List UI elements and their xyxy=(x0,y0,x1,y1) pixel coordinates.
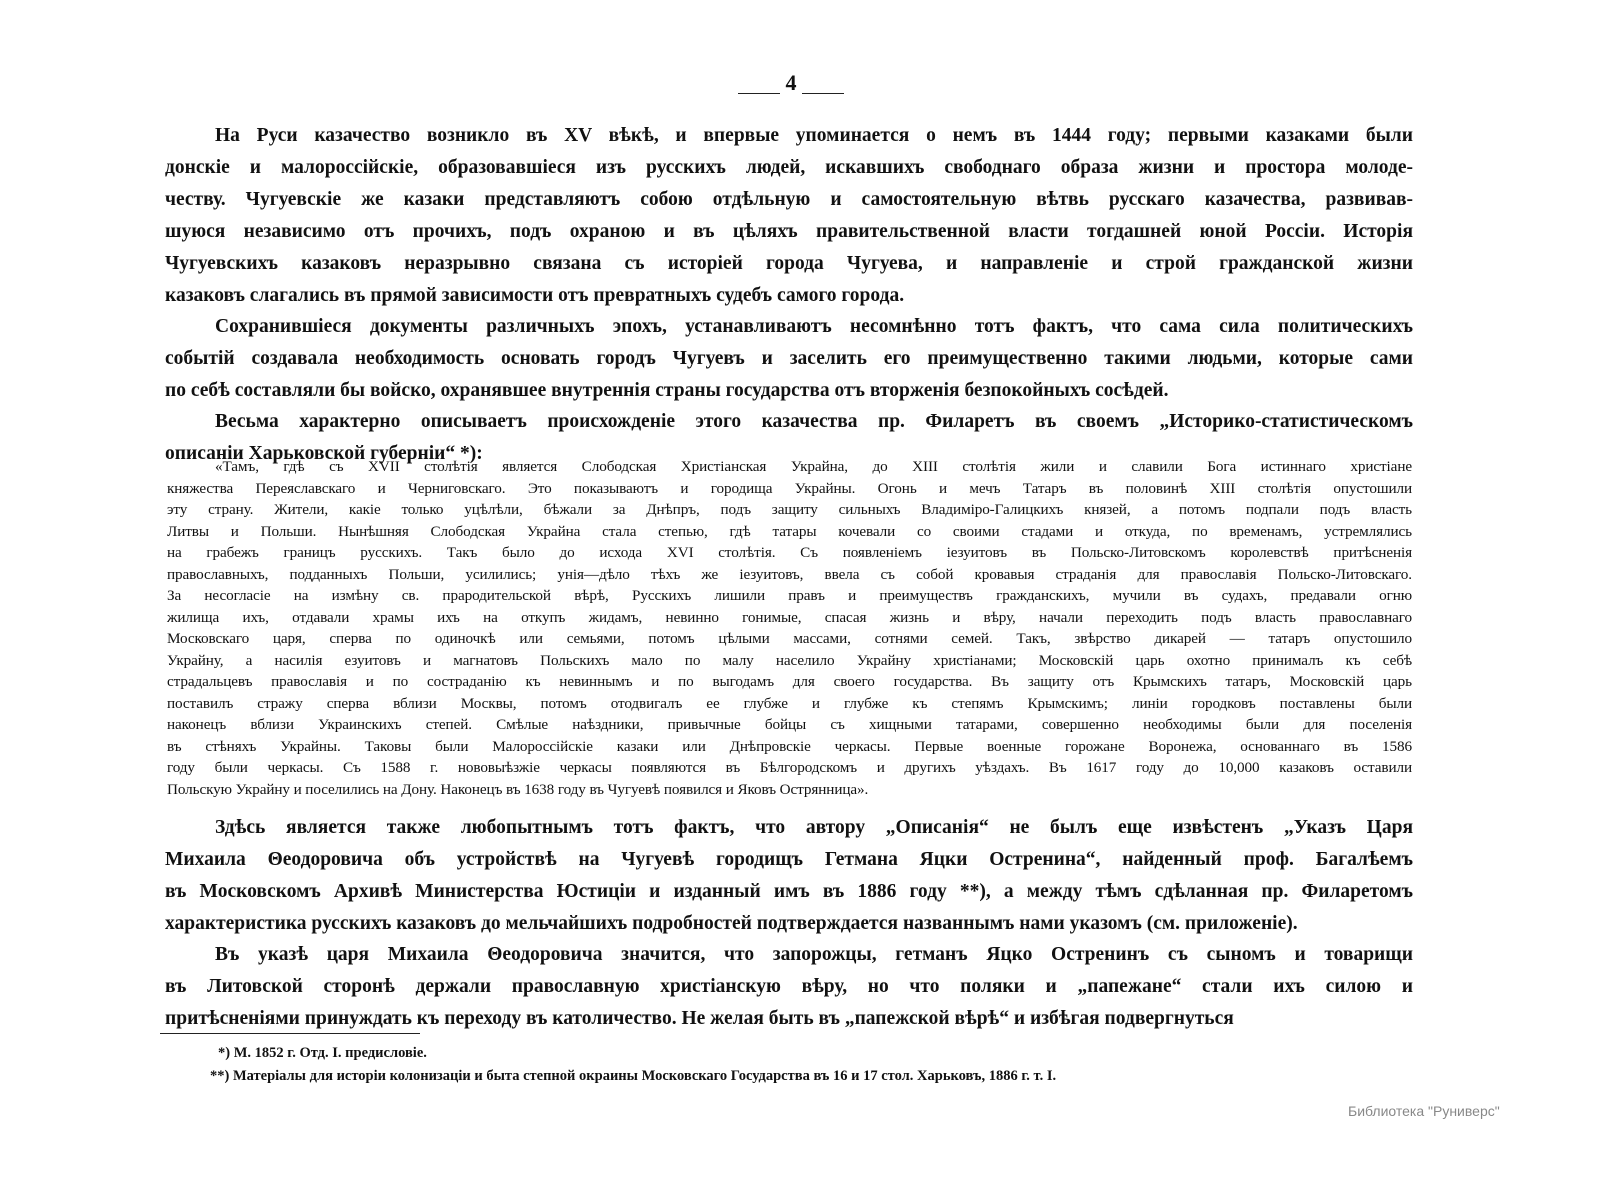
text-line: Весьма характерно описываетъ происхожденіе этого казачества пр. Филаретъ въ своемъ „Историко-статистическомъ xyxy=(215,411,1413,432)
footnote-divider xyxy=(160,1033,420,1034)
text-line: Сохранившіеся документы различныхъ эпохъ, устанавливаютъ несомнѣнно тотъ фактъ, что сама сила политическихъ xyxy=(215,316,1413,337)
quote-line: православныхъ, подданныхъ Польши, усилились; унія—дѣло тѣхъ же іезуитовъ, ввела съ собой кровавыя страданія для православія Польско-Литовскаго. xyxy=(167,565,1412,583)
text-line: въ Литовской сторонѣ держали православную христіанскую вѣру, но что поляки и „папежане“ стали ихъ силою и xyxy=(165,976,1413,997)
page-number: 4 xyxy=(738,70,844,96)
quote-line: въ стѣняхъ Украйны. Таковы были Малороссійскіе казаки или Днѣпровскіе черкасы. Первые военные горожане Воронежа, основаннаго въ 1586 xyxy=(167,737,1412,755)
text-line: шуюся независимо отъ прочихъ, подъ охраною и въ цѣляхъ правительственной власти тогдашней юной Россіи. Исторія xyxy=(165,221,1413,242)
quote-line: наконецъ вблизи Украинскихъ степей. Смѣлые наѣздники, привычные бойцы съ хищными татарами, совершенно необходимы были для поселенія xyxy=(167,716,1412,733)
main-text-bottom xyxy=(165,812,1413,1035)
text-line: казаковъ слагались въ прямой зависимости отъ превратныхъ судебъ самого города. xyxy=(165,285,905,306)
quote-line: княжества Переяславскаго и Черниговскаго. Это показываютъ и городища Украйны. Огонь и мечъ Татаръ въ половинѣ XIII столѣтія опустошили xyxy=(167,479,1412,497)
quote-line: на грабежъ границъ русскихъ. Такъ было до исхода XVI столѣтія. Съ появленіемъ іезуитовъ въ Польско-Литовскомъ королевствѣ притѣсненія xyxy=(167,544,1412,561)
footnote-1: *) М. 1852 г. Отд. I. предисловіе. xyxy=(218,1045,427,1061)
text-line: въ Московскомъ Архивѣ Министерства Юстиціи и изданный имъ въ 1886 году **), а между тѣмъ сдѣланная пр. Филаретомъ xyxy=(165,881,1413,902)
quote-line: Литвы и Польши. Нынѣшняя Слободская Украйна стала степью, гдѣ татары кочевали со своими стадами и откуда, по временамъ, устремлялись xyxy=(167,522,1412,540)
paragraph xyxy=(165,311,1413,407)
text-line: честву. Чугуевскіе же казаки представляютъ собою отдѣльную и самостоятельную вѣтвь русскаго казачества, развивав- xyxy=(165,189,1413,210)
quote-line: жилища ихъ, отдавали храмы ихъ на откупъ жидамъ, невинно гонимые, спасая жизнь и вѣру, начали переходить подъ власть православнаго xyxy=(167,608,1412,626)
quote-line: Украйну, а насилія езуитовъ и магнатовъ Польскихъ мало по малу населило Украйну христіанами; Московскій царь охотно принималъ къ себѣ xyxy=(167,651,1412,669)
text-line: На Руси казачество возникло въ XV вѣкѣ, и впервые упоминается о немъ въ 1444 году; первыми казаками были xyxy=(215,125,1413,146)
text-line: описаніи Харьковской губерніи“ *): xyxy=(165,443,483,464)
quote-line: Московскаго царя, сперва по одиночкѣ или семьями, потомъ цѣлыми массами, сотнями семей. Такъ, звѣрство дикарей — татаръ опустошило xyxy=(167,630,1412,647)
quote-line: эту страну. Жители, какіе только уцѣлѣли, бѣжали за Днѣпръ, подъ защиту сильныхъ Владиміро-Галицкихъ князей, а потомъ подпали подъ власть xyxy=(167,501,1412,518)
text-line: притѣсненіями принуждать къ переходу въ католичество. Не желая быть въ „папежской вѣрѣ“ и избѣгая подвергнуться xyxy=(165,1008,1234,1029)
text-line: Чугуевскихъ казаковъ неразрывно связана съ исторіей города Чугуева, и направленіе и строй гражданской жизни xyxy=(165,253,1413,274)
paragraph xyxy=(165,939,1413,1035)
library-watermark: Библиотека "Руниверс" xyxy=(1348,1103,1500,1119)
quotation-block xyxy=(167,456,1412,800)
quote-line: страдальцевъ православія и по состраданію къ невиннымъ и по выгодамъ для своего государства. Въ защиту отъ Крымскихъ татаръ, Московскій царь xyxy=(167,673,1412,690)
text-line: событій создавала необходимость основать городъ Чугуевъ и заселить его преимущественно такими людьми, которые сами xyxy=(165,348,1413,369)
text-line: по себѣ составляли бы войско, охранявшее внутреннія страны государства отъ вторженія безпокойныхъ сосѣдей. xyxy=(165,380,1169,401)
paragraph xyxy=(165,120,1413,312)
quote-line: поставилъ стражу сперва вблизи Москвы, потомъ отодвигалъ ее глубже и глубже къ степямъ Крымскимъ; линіи городковъ поставлены были xyxy=(167,694,1412,712)
paragraph xyxy=(165,812,1413,940)
footnote-2: **) Матеріалы для исторіи колонизаціи и быта степной окраины Московскаго Государства въ 16 и 17 стол. Харьковъ, 1886 г. т. I. xyxy=(210,1068,1057,1084)
quote-line: году были черкасы. Съ 1588 г. нововыѣзжіе черкасы появляются въ Бѣлгородскомъ и другихъ уѣздахъ. Въ 1617 году до 10,000 казаковъ оставили xyxy=(167,759,1412,776)
text-line: характеристика русскихъ казаковъ до мельчайшихъ подробностей подтверждается названнымъ нами указомъ (см. приложеніе). xyxy=(165,913,1298,934)
quote-line: «Тамъ, гдѣ съ XVII столѣтія является Слободская Христіанская Украйна, до XIII столѣтія жили и славили Бога истиннаго христіане xyxy=(215,458,1412,475)
text-line: Михаила Θеодоровича объ устройствѣ на Чугуевѣ городищъ Гетмана Яцки Остренина“, найденный проф. Багалѣемъ xyxy=(165,849,1413,870)
text-line: Въ указѣ царя Михаила Θеодоровича значится, что запорожцы, гетманъ Яцко Остренинъ съ сыномъ и товарищи xyxy=(215,944,1413,965)
quote-line: За несогласіе на измѣну св. прародительской вѣрѣ, Русскихъ лишили правъ и преимуществъ гражданскихъ, мучили въ судахъ, предавали огню xyxy=(167,587,1412,604)
text-line: донскіе и малороссійскіе, образовавшіеся изъ русскихъ людей, искавшихъ свободнаго образа жизни и простора молоде- xyxy=(165,157,1413,178)
main-text-top xyxy=(165,120,1413,470)
text-line: Здѣсь является также любопытнымъ тотъ фактъ, что автору „Описанія“ не былъ еще извѣстенъ „Указъ Царя xyxy=(215,817,1413,838)
quote-line: Польскую Украйну и поселились на Дону. Наконецъ въ 1638 году въ Чугуевѣ появился и Яковъ Острянница». xyxy=(167,780,869,798)
